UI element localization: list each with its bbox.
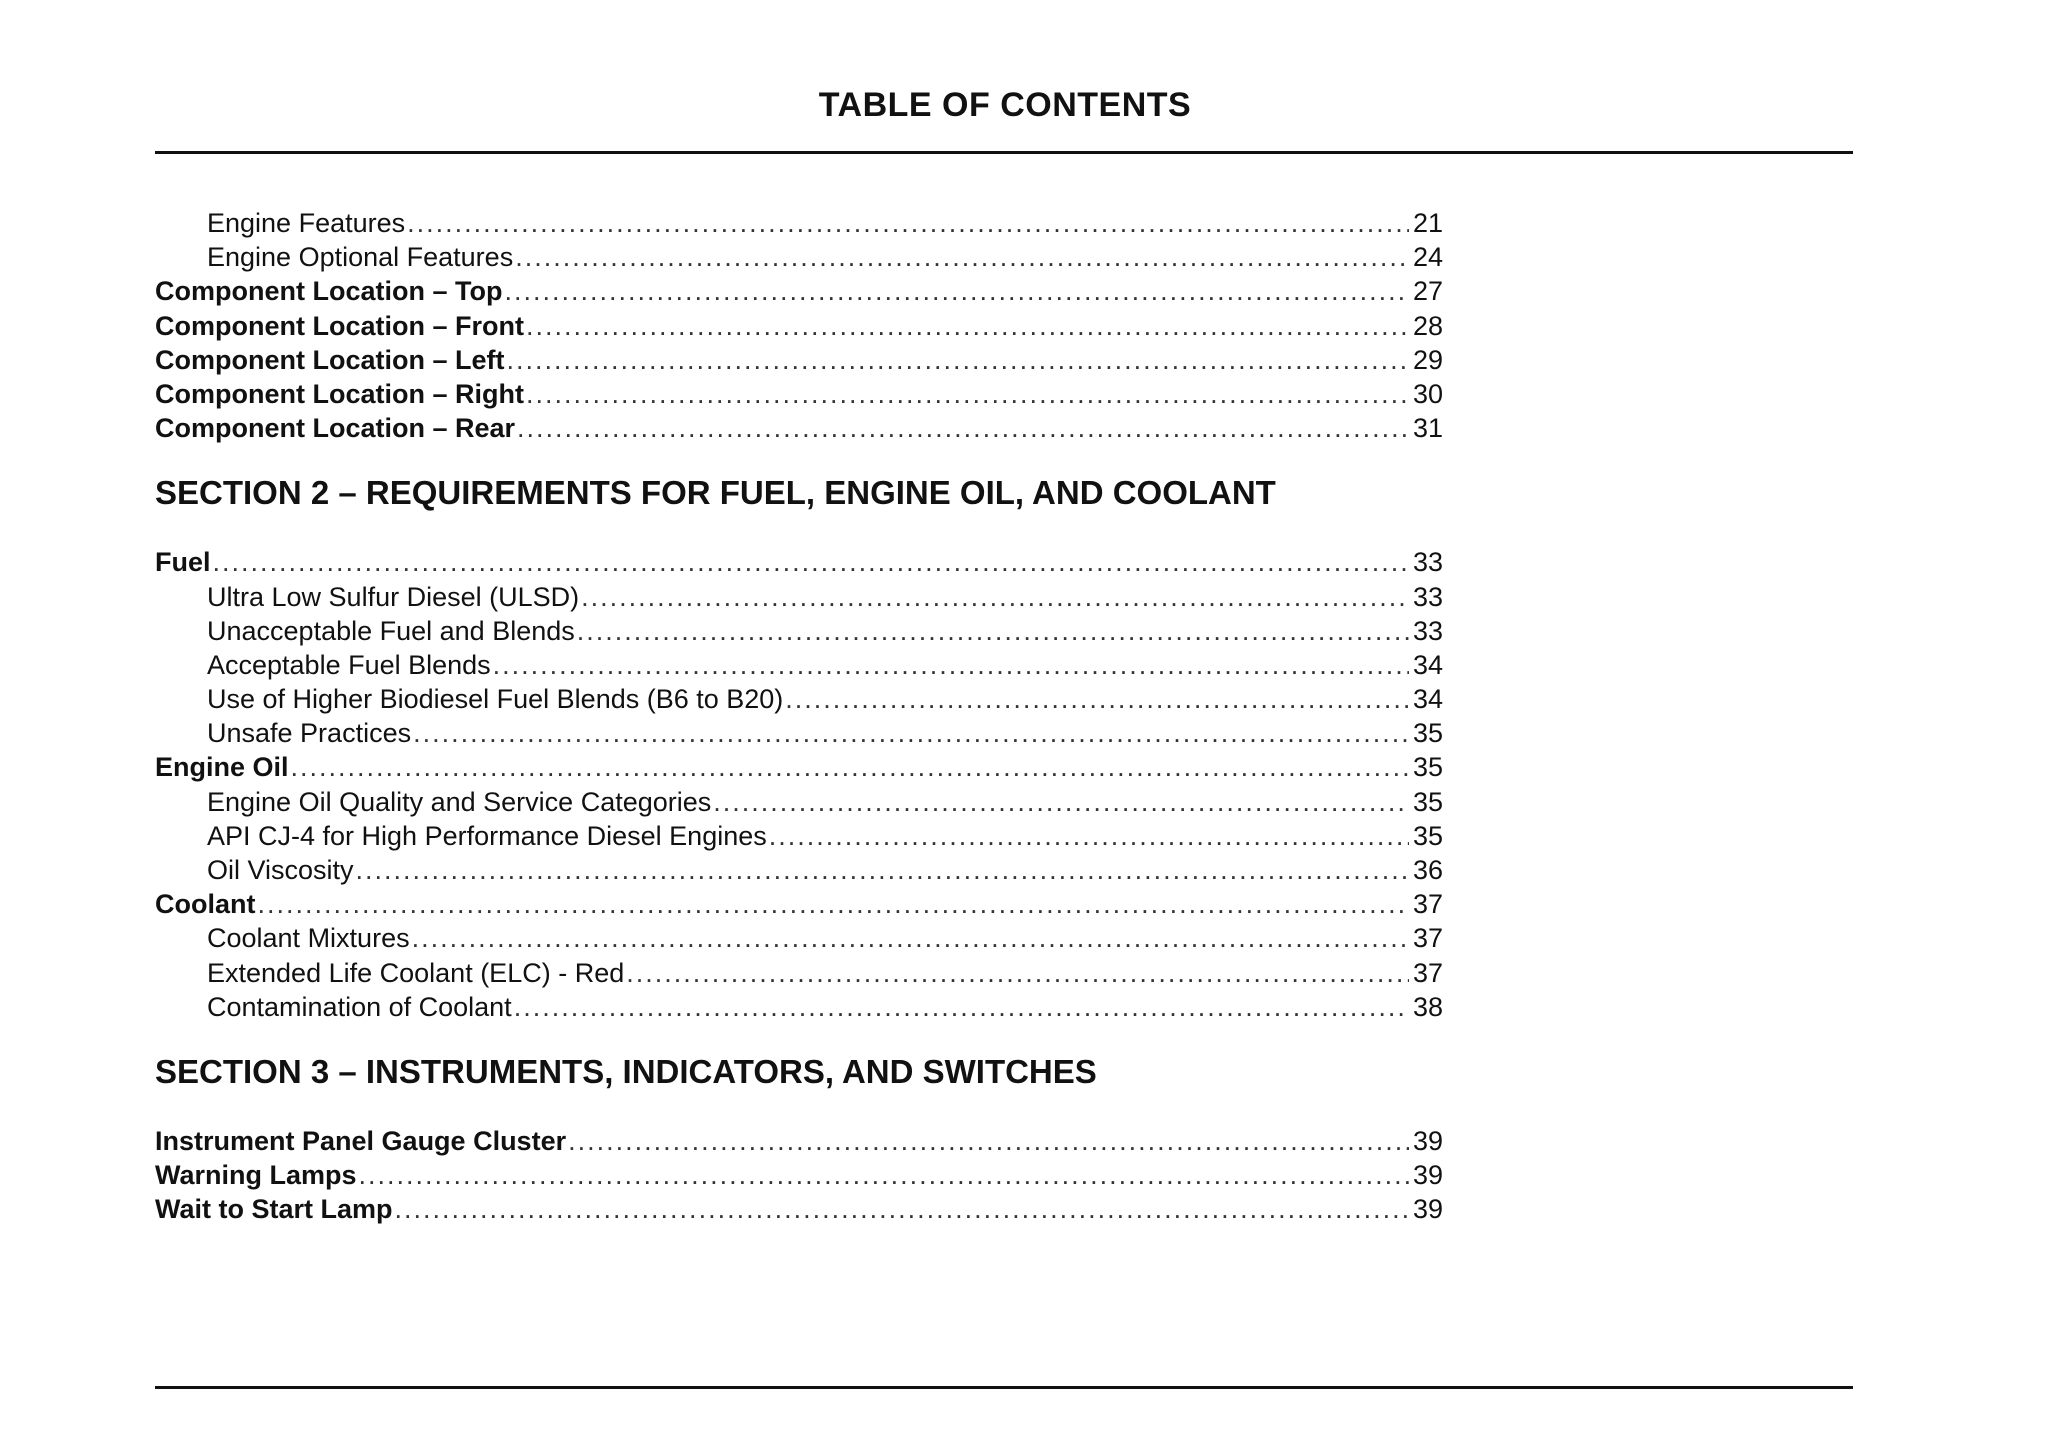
toc-entry-label: Engine Oil Quality and Service Categories (207, 786, 712, 817)
toc-entry-label: Coolant Mixtures (207, 923, 410, 954)
dot-leader (412, 921, 1409, 955)
toc-entry-page-number: 39 (1412, 1125, 1443, 1156)
toc-entry-page-number: 35 (1412, 752, 1443, 783)
dot-leader (504, 274, 1409, 308)
section-heading: SECTION 2 – REQUIREMENTS FOR FUEL, ENGINE OIL, AND COOLANT (155, 474, 1276, 512)
toc-entry[interactable] (155, 785, 1443, 819)
toc-entry-page-number: 37 (1412, 889, 1443, 920)
toc-entry[interactable] (155, 1192, 1443, 1226)
dot-leader (493, 648, 1409, 682)
toc-entry-label: Wait to Start Lamp (155, 1194, 393, 1225)
toc-entry-page-number: 24 (1412, 242, 1443, 273)
toc-entry-label: Acceptable Fuel Blends (207, 649, 491, 680)
toc-entry-page-number: 30 (1412, 378, 1443, 409)
toc-entry[interactable] (155, 545, 1443, 579)
toc-entry[interactable] (155, 716, 1443, 750)
toc-entry-page-number: 36 (1412, 855, 1443, 885)
toc-entry-label: Component Location – Left (155, 344, 505, 375)
toc-group (155, 1124, 1443, 1227)
toc-entry-label: API CJ-4 for High Performance Diesel Engines (207, 820, 767, 851)
toc-entry-label: Contamination of Coolant (207, 991, 512, 1022)
section-heading: SECTION 3 – INSTRUMENTS, INDICATORS, AND SWITCHES (155, 1052, 1097, 1090)
dot-leader (506, 343, 1409, 377)
dot-leader (395, 1192, 1409, 1226)
toc-entry-label: Component Location – Right (155, 378, 524, 409)
toc-entry-page-number: 33 (1412, 615, 1443, 646)
toc-entry-label: Component Location – Front (155, 310, 524, 341)
dot-leader (258, 887, 1410, 921)
toc-entry-label: Fuel (155, 547, 211, 578)
toc-entry[interactable] (155, 343, 1443, 377)
toc-entry-label: Engine Optional Features (207, 242, 514, 273)
dot-leader (517, 411, 1409, 445)
dot-leader (581, 580, 1409, 614)
toc-entry-page-number: 39 (1412, 1160, 1443, 1191)
toc-entry-label: Instrument Panel Gauge Cluster (155, 1125, 567, 1156)
dot-leader (626, 956, 1409, 990)
toc-entry[interactable] (155, 377, 1443, 411)
toc-entry[interactable] (155, 648, 1443, 682)
toc-entry[interactable] (155, 240, 1443, 274)
toc-entry-label: Oil Viscosity (207, 855, 354, 885)
toc-entry-page-number: 33 (1412, 547, 1443, 578)
toc-entry-label: Unacceptable Fuel and Blends (207, 615, 575, 646)
dot-leader (514, 990, 1409, 1024)
dot-leader (577, 614, 1409, 648)
toc-entry-page-number: 29 (1412, 344, 1443, 375)
dot-leader (526, 309, 1409, 343)
toc-entry-label: Coolant (155, 889, 256, 920)
toc-entry[interactable] (155, 956, 1443, 990)
dot-leader (291, 750, 1409, 784)
toc-entry-label: Engine Features (207, 208, 406, 238)
dot-leader (413, 716, 1409, 750)
dot-leader (359, 1158, 1409, 1192)
toc-entry-label: Component Location – Top (155, 276, 503, 307)
toc-entry[interactable] (155, 1158, 1443, 1192)
toc-entry[interactable] (155, 411, 1443, 445)
dot-leader (356, 853, 1409, 887)
toc-entry-page-number: 33 (1412, 581, 1443, 612)
table-of-contents (155, 206, 1443, 1227)
dot-leader (785, 682, 1409, 716)
toc-entry-label: Component Location – Rear (155, 413, 516, 444)
toc-entry-page-number: 21 (1412, 208, 1443, 238)
dot-leader (568, 1124, 1409, 1158)
toc-entry-label: Extended Life Coolant (ELC) - Red (207, 957, 625, 988)
toc-entry-page-number: 34 (1412, 649, 1443, 680)
toc-entry-page-number: 38 (1412, 991, 1443, 1022)
header-divider (155, 151, 1853, 154)
toc-entry-label: Warning Lamps (155, 1160, 357, 1191)
toc-entry-label: Use of Higher Biodiesel Fuel Blends (B6 to B20) (207, 684, 784, 715)
toc-entry-page-number: 35 (1412, 786, 1443, 817)
toc-entry-page-number: 28 (1412, 310, 1443, 341)
toc-entry-page-number: 31 (1412, 413, 1443, 444)
toc-entry-page-number: 35 (1412, 718, 1443, 749)
dot-leader (526, 377, 1409, 411)
toc-entry-label: Ultra Low Sulfur Diesel (ULSD) (207, 581, 580, 612)
toc-entry[interactable] (155, 274, 1443, 308)
dot-leader (713, 785, 1409, 819)
toc-entry[interactable] (155, 887, 1443, 921)
toc-entry[interactable] (155, 206, 1443, 240)
footer-divider (155, 1386, 1853, 1389)
page-title: TABLE OF CONTENTS (818, 86, 1192, 124)
toc-entry-page-number: 34 (1412, 684, 1443, 715)
toc-entry[interactable] (155, 1124, 1443, 1158)
toc-entry[interactable] (155, 819, 1443, 853)
toc-group (155, 545, 1443, 1024)
toc-entry-page-number: 39 (1412, 1194, 1443, 1225)
toc-entry-page-number: 37 (1412, 923, 1443, 954)
dot-leader (407, 206, 1409, 240)
toc-entry[interactable] (155, 990, 1443, 1024)
toc-entry[interactable] (155, 580, 1443, 614)
toc-entry-page-number: 37 (1412, 957, 1443, 988)
toc-entry[interactable] (155, 750, 1443, 784)
toc-entry-label: Unsafe Practices (207, 718, 412, 749)
toc-entry[interactable] (155, 921, 1443, 955)
toc-group (155, 206, 1443, 445)
toc-entry-page-number: 27 (1412, 276, 1443, 307)
dot-leader (213, 545, 1409, 579)
toc-entry[interactable] (155, 682, 1443, 716)
dot-leader (769, 819, 1409, 853)
toc-entry[interactable] (155, 309, 1443, 343)
toc-entry[interactable] (155, 853, 1443, 887)
toc-entry-page-number: 35 (1412, 820, 1443, 851)
toc-entry-label: Engine Oil (155, 752, 289, 783)
toc-entry[interactable] (155, 614, 1443, 648)
dot-leader (515, 240, 1409, 274)
